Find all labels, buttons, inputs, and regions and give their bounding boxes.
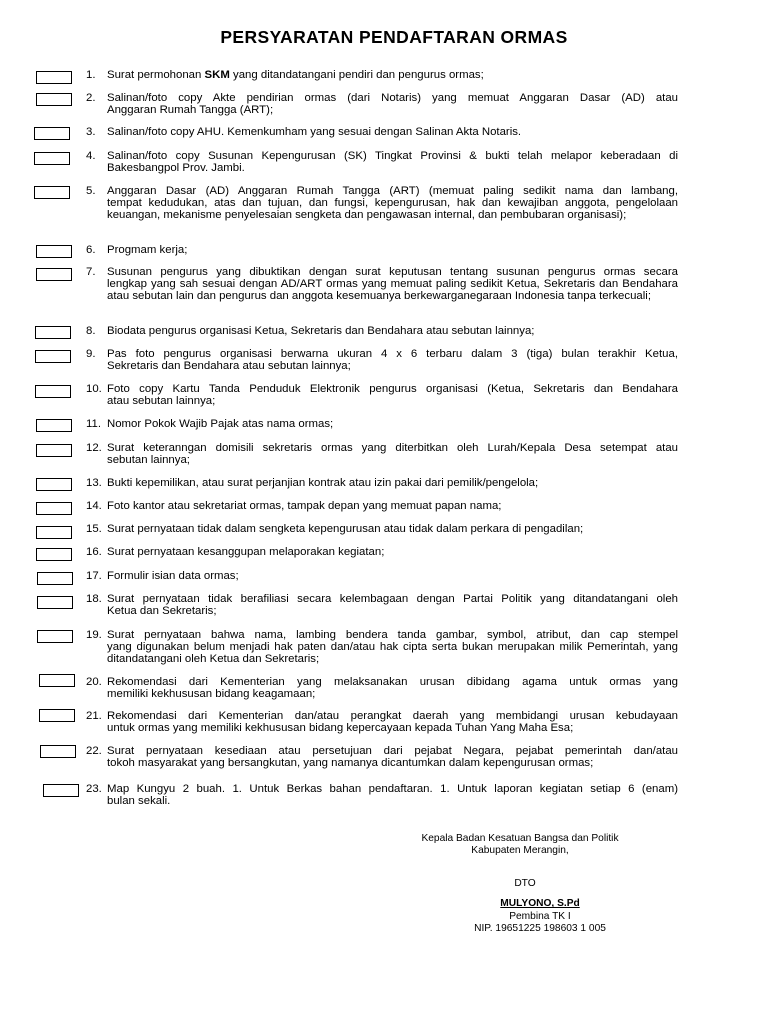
checkbox-item-18[interactable] (37, 596, 73, 609)
item-number: 18. (86, 593, 102, 605)
item-number: 12. (86, 442, 102, 454)
requirement-item (86, 186, 678, 221)
item-text-bold: SKM (204, 69, 230, 81)
item-number: 4. (86, 150, 96, 162)
item-text-continuation: Anggaran Rumah Tangga (ART); (107, 103, 274, 116)
checkbox-item-19[interactable] (37, 630, 73, 643)
checkbox-item-14[interactable] (36, 502, 72, 515)
item-number: 17. (86, 570, 102, 582)
signature-rank: Pembina TK I (509, 910, 571, 922)
item-number: 16. (86, 546, 102, 558)
requirement-item (86, 746, 678, 770)
requirement-item (86, 127, 678, 139)
item-number: 9. (86, 348, 96, 360)
requirement-item (86, 349, 678, 373)
requirement-item (86, 784, 678, 808)
item-text-continuation: untuk ormas yang memiliki kekhususan bidang kepercayaan kepada Tuhan Yang Maha Esa; (107, 721, 574, 734)
item-number: 5. (86, 185, 96, 197)
checkbox-item-11[interactable] (36, 419, 72, 432)
item-text: Foto kantor atau sekretariat ormas, tampak depan yang memuat papan nama; (107, 500, 502, 512)
requirement-item (86, 151, 678, 175)
requirement-item (86, 524, 678, 536)
checkbox-item-13[interactable] (36, 478, 72, 491)
checkbox-item-21[interactable] (39, 709, 75, 722)
checkbox-item-16[interactable] (36, 548, 72, 561)
item-text-continuation: Sekretaris dan Bendahara atau sebutan lainnya; (107, 359, 351, 372)
requirement-item (86, 571, 678, 583)
item-text-continuation: yang digunakan belum menjadi hak paten dan/atau hak cipta serta bukan merupakan milik Pemerintah, yang ditandatangani oleh Ketua dan Sekretaris; (107, 640, 678, 665)
checkbox-item-23[interactable] (43, 784, 79, 797)
item-text (107, 70, 678, 82)
item-text: Nomor Pokok Wajib Pajak atas nama ormas; (107, 418, 334, 430)
requirement-item (86, 630, 678, 665)
checkbox-item-1[interactable] (36, 71, 72, 84)
checkbox-item-12[interactable] (36, 444, 72, 457)
requirement-item (86, 547, 678, 559)
item-number: 13. (86, 477, 102, 489)
checkbox-item-8[interactable] (35, 326, 71, 339)
checkbox-item-5[interactable] (34, 186, 70, 199)
checkbox-item-6[interactable] (36, 245, 72, 258)
item-text: Salinan/foto copy AHU. Kemenkumham yang sesuai dengan Salinan Akta Notaris. (107, 126, 522, 138)
item-text-continuation: bulan sekali. (107, 794, 171, 807)
requirement-item (86, 443, 678, 467)
requirement-item (86, 267, 678, 302)
signature-office: Kepala Badan Kesatuan Bangsa dan Politik (421, 833, 619, 844)
item-text-post: yang ditandatangani pendiri dan pengurus ormas; (229, 69, 484, 81)
requirement-item (86, 419, 678, 431)
item-text: Surat pernyataan kesanggupan melaporakan kegiatan; (107, 546, 385, 558)
checkbox-item-7[interactable] (36, 268, 72, 281)
item-number: 2. (86, 92, 96, 104)
item-number: 19. (86, 629, 102, 641)
item-text: Rekomendasi dari Kementerian yang melaksanakan urusan dibidang agama untuk ormas yang (107, 676, 678, 688)
checkbox-item-20[interactable] (39, 674, 75, 687)
requirement-item (86, 594, 678, 618)
item-text: Rekomendasi dari Kementerian dan/atau perangkat daerah yang membidangi urusan kebudayaan (107, 710, 678, 722)
item-text: Surat pernyataan kesediaan atau persetujuan dari pejabat Negara, pejabat pemerintah dan/atau (107, 745, 678, 757)
item-number: 1. (86, 69, 96, 81)
item-text: Bukti kepemilikan, atau surat perjanjian kontrak atau izin pakai dari pemilik/pengelola; (107, 477, 539, 489)
requirement-item (86, 245, 678, 257)
item-number: 10. (86, 383, 102, 395)
item-number: 11. (86, 418, 101, 430)
signature-region: Kabupaten Merangin, (471, 845, 569, 857)
requirement-item (86, 70, 678, 82)
item-text: Foto copy Kartu Tanda Penduduk Elektronik pengurus organisasi (Ketua, Sekretaris dan Bendahara (107, 383, 678, 395)
item-number: 6. (86, 244, 96, 256)
item-text: Progmam kerja; (107, 244, 188, 256)
item-text-continuation: Ketua dan Sekretaris; (107, 604, 217, 617)
signature-name: MULYONO, S.Pd (500, 898, 580, 910)
item-number: 20. (86, 676, 102, 688)
item-text: Salinan/foto copy Susunan Kepengurusan (SK) Tingkat Provinsi & bukti telah melapor keberadaan di (107, 150, 678, 162)
item-text: Salinan/foto copy Akte pendirian ormas (dari Notaris) yang memuat Anggaran Dasar (AD) atau (107, 92, 678, 104)
requirement-item (86, 711, 678, 735)
item-text: Biodata pengurus organisasi Ketua, Sekretaris dan Bendahara atau sebutan lainnya; (107, 325, 535, 337)
checkbox-item-10[interactable] (35, 385, 71, 398)
requirement-item (86, 677, 678, 701)
item-text-continuation: tokoh masyarakat yang bersangkutan, yang namanya dicantumkan dalam kepengurusan ormas; (107, 756, 594, 769)
item-number: 21. (86, 710, 102, 722)
requirement-item (86, 478, 678, 490)
requirement-item (86, 384, 678, 408)
item-text: Pas foto pengurus organisasi berwarna ukuran 4 x 6 terbaru dalam 3 (tiga) bulan terakhir Ketua, (107, 348, 678, 360)
item-text-pre: Surat permohonan (107, 69, 205, 81)
signature-dto: DTO (514, 877, 536, 889)
checkbox-item-2[interactable] (36, 93, 72, 106)
item-number: 8. (86, 325, 96, 337)
item-text: Map Kungyu 2 buah. 1. Untuk Berkas bahan pendaftaran. 1. Untuk laporan kegiatan setiap 6 (enam) (107, 783, 678, 795)
requirement-item (86, 501, 678, 513)
item-number: 3. (86, 126, 96, 138)
item-number: 22. (86, 745, 102, 757)
item-text: Anggaran Dasar (AD) Anggaran Rumah Tangga (ART) (memuat paling sedikit nama dan lambang, (107, 185, 678, 197)
item-number: 15. (86, 523, 102, 535)
item-text: Surat pernyataan tidak berafiliasi secara kelembagaan dengan Partai Politik yang ditandatangani oleh (107, 593, 678, 605)
item-text: Surat pernyataan bahwa nama, lambing bendera tanda gambar, symbol, atribut, dan cap stempel (107, 629, 678, 641)
signature-nip: NIP. 19651225 198603 1 005 (474, 923, 606, 935)
item-number: 14. (86, 500, 102, 512)
item-text: Surat keteranngan domisili sekretaris ormas yang diterbitkan oleh Lurah/Kepala Desa setempat atau (107, 442, 678, 454)
item-text-continuation: Bakesbangpol Prov. Jambi. (107, 161, 245, 174)
item-number: 23. (86, 783, 102, 795)
item-text: Susunan pengurus yang dibuktikan dengan surat keputusan tentang susunan pengurus ormas secara (107, 266, 678, 278)
document-title: PERSYARATAN PENDAFTARAN ORMAS (220, 27, 568, 47)
item-text-continuation: lengkap yang sah sesuai dengan AD/ART ormas yang memuat paling sedikit Ketua, Sekretaris dan Bendahara atau sebutan lain dan pengurus dan anggota kesemuanya berkewarganegaraan Indonesia tanpa terkecuali; (107, 277, 678, 302)
checkbox-item-15[interactable] (36, 526, 72, 539)
checkbox-item-4[interactable] (34, 152, 70, 165)
checkbox-item-9[interactable] (35, 350, 71, 363)
item-text-continuation: memiliki kekhususan bidang keagamaan; (107, 687, 316, 700)
item-text-continuation: atau sebutan lainnya; (107, 394, 216, 407)
checkbox-item-22[interactable] (40, 745, 76, 758)
item-text: Formulir isian data ormas; (107, 570, 239, 582)
signature-block (395, 833, 645, 935)
checkbox-item-17[interactable] (37, 572, 73, 585)
item-text-continuation: tempat kedudukan, atas dan tujuan, dan fungsi, kepengurusan, hak dan kewajiban anggota, pengelolaan keuangan, mekanisme penyelesaian sengketa dan pengawasan internal, dan pembubaran organisasi); (107, 196, 678, 221)
item-text-continuation: sebutan lainnya; (107, 453, 190, 466)
item-number: 7. (86, 266, 96, 278)
requirement-item (86, 326, 678, 338)
item-text: Surat pernyataan tidak dalam sengketa kepengurusan atau tidak dalam perkara di pengadilan; (107, 523, 584, 535)
checkbox-item-3[interactable] (34, 127, 70, 140)
requirement-item (86, 93, 678, 117)
